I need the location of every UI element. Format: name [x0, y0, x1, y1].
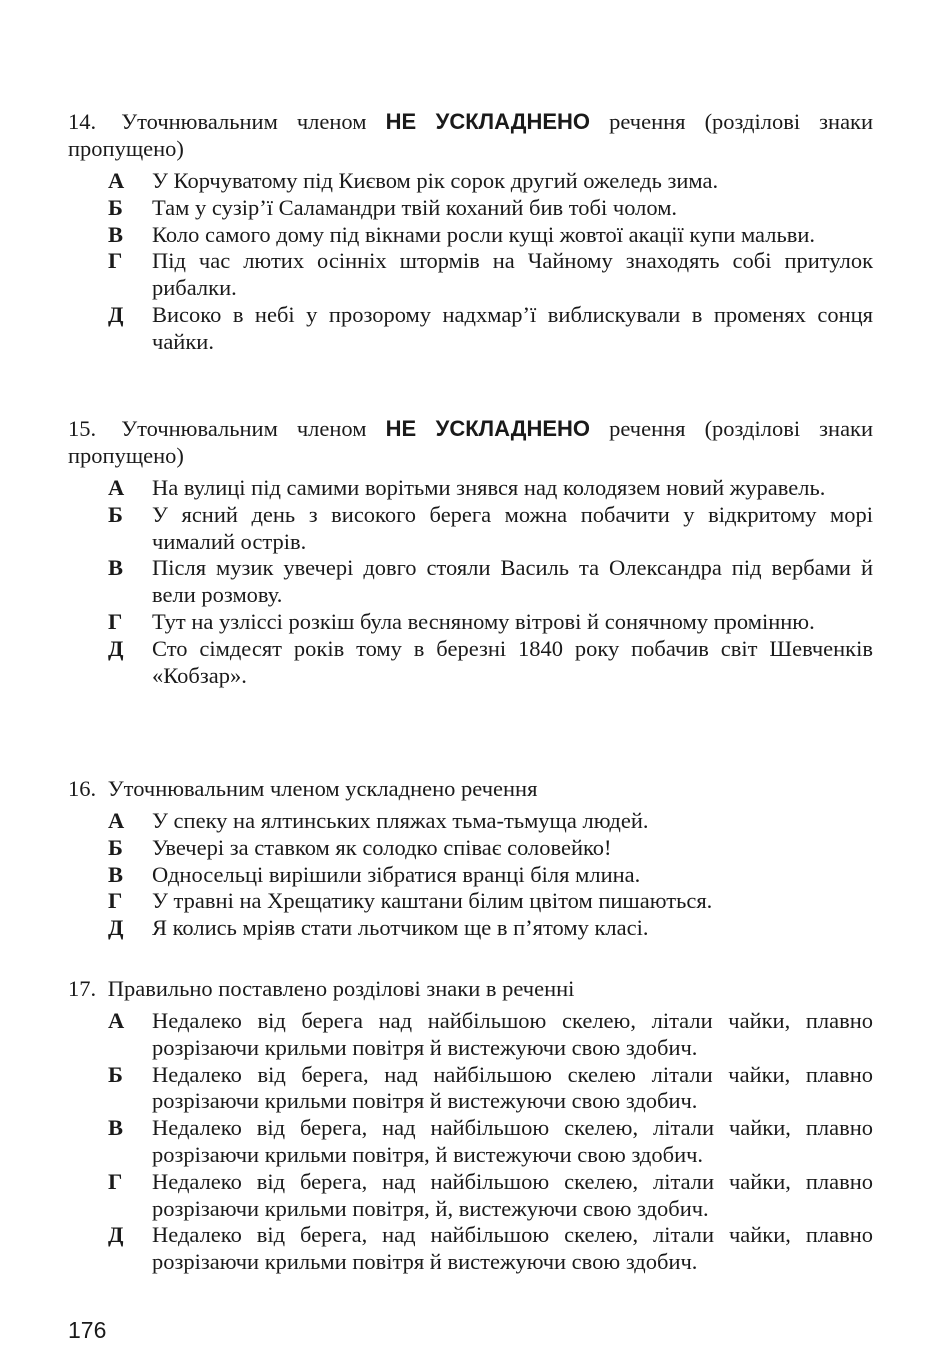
- option-letter: В: [108, 861, 124, 887]
- answer-options: [68, 168, 873, 356]
- question-header: [68, 975, 873, 1002]
- answer-option: [68, 502, 873, 556]
- option-text: Коло самого дому під вікнами росли кущі жовтої акації купи мальви.: [152, 221, 816, 247]
- option-text: Під час лютих осінніх штормів на Чайному знаходять собі притулок рибалки.: [152, 248, 873, 301]
- answer-options: [68, 1008, 873, 1276]
- answer-option: [68, 555, 873, 609]
- option-text: Недалеко від берега над найбільшою скелею, літали чайки, плавно розрізаючи крильми повітря й вистежуючи свою здобич.: [152, 1008, 873, 1060]
- question-header: [68, 108, 873, 162]
- question-prefix: Правильно поставлено розділові знаки в реченні: [107, 976, 575, 1001]
- answer-option: [68, 1062, 873, 1116]
- option-text: У травні на Хрещатику каштани білим цвітом пишаються.: [152, 888, 713, 914]
- answer-option: [68, 636, 873, 690]
- answer-options: [68, 808, 873, 942]
- option-letter: Д: [108, 301, 124, 327]
- question-number: 17.: [68, 976, 97, 1001]
- option-letter: А: [108, 808, 125, 833]
- option-letter: Г: [108, 888, 123, 914]
- question-14: [68, 108, 873, 356]
- option-letter: Г: [108, 1168, 123, 1194]
- answer-option: [68, 475, 873, 502]
- option-letter: В: [108, 221, 124, 247]
- question-prefix: Уточнювальним членом: [121, 109, 367, 134]
- option-letter: Г: [108, 608, 123, 634]
- answer-option: [68, 1115, 873, 1169]
- option-letter: А: [108, 475, 125, 500]
- option-text: Недалеко від берега, над найбільшою скелею, літали чайки, плавно розрізаючи крильми повітря й вистежуючи свою здобич.: [152, 1222, 873, 1275]
- question-suffix: речення (розділові знаки пропущено): [68, 416, 874, 468]
- answer-option: [68, 835, 873, 862]
- option-text: У ясний день з високого берега можна побачити у відкритому морі чималий острів.: [152, 501, 873, 554]
- option-letter: А: [108, 168, 125, 193]
- question-17: [68, 975, 873, 1276]
- question-emphasis: НЕ УСКЛАДНЕНО: [385, 109, 591, 134]
- answer-option: [68, 1222, 873, 1276]
- option-letter: Б: [108, 194, 123, 220]
- answer-option: [68, 222, 873, 249]
- option-letter: Д: [108, 635, 124, 661]
- answer-option: [68, 915, 873, 942]
- option-letter: Д: [108, 915, 124, 941]
- answer-option: [68, 195, 873, 222]
- option-text: Високо в небі у прозорому надхмар’ї виблискували в променях сонця чайки.: [152, 301, 873, 354]
- answer-option: [68, 1169, 873, 1223]
- option-text: Тут на узліссі розкіш була весняному вітрові й сонячному промінню.: [152, 608, 815, 634]
- option-text: Недалеко від берега, над найбільшою скелею літали чайки, плавно розрізаючи крильми повітря й вистежуючи свою здобич.: [152, 1061, 873, 1114]
- answer-option: [68, 168, 873, 195]
- answer-option: [68, 609, 873, 636]
- option-text: Односельці вирішили зібратися вранці біля млина.: [152, 861, 641, 887]
- option-text: Сто сімдесят років тому в березні 1840 року побачив світ Шевченків «Кобзар».: [152, 635, 873, 688]
- answer-option: [68, 862, 873, 889]
- option-letter: Б: [108, 1061, 123, 1087]
- question-header: [68, 775, 873, 802]
- question-prefix: Уточнювальним членом ускладнено речення: [107, 776, 538, 801]
- question-number: 14.: [68, 109, 97, 134]
- option-letter: А: [108, 1008, 125, 1033]
- option-text: Я колись мріяв стати льотчиком ще в п’ятому класі.: [152, 915, 649, 941]
- option-letter: В: [108, 1115, 124, 1141]
- question-16: [68, 775, 873, 942]
- answer-option: [68, 248, 873, 302]
- option-text: Там у сузір’ї Саламандри твій коханий бив тобі чолом.: [152, 194, 678, 220]
- option-text: На вулиці під самими ворітьми знявся над колодязем новий журавель.: [152, 475, 826, 500]
- option-text: У спеку на ялтинських пляжах тьма-тьмуща людей.: [152, 808, 649, 833]
- question-15: [68, 415, 873, 689]
- question-prefix: Уточнювальним членом: [121, 416, 367, 441]
- question-emphasis: НЕ УСКЛАДНЕНО: [385, 416, 591, 441]
- question-number: 16.: [68, 776, 97, 801]
- option-text: Увечері за ставком як солодко співає соловейко!: [152, 834, 612, 860]
- option-letter: Б: [108, 834, 123, 860]
- answer-options: [68, 475, 873, 689]
- answer-option: [68, 302, 873, 356]
- question-number: 15.: [68, 416, 97, 441]
- answer-option: [68, 1008, 873, 1062]
- option-letter: В: [108, 555, 124, 581]
- question-suffix: речення (розділові знаки пропущено): [68, 109, 874, 161]
- option-text: Недалеко від берега, над найбільшою скелею, літали чайки, плавно розрізаючи крильми повітря, й, вистежуючи свою здобич.: [152, 1168, 873, 1221]
- option-letter: Д: [108, 1222, 124, 1248]
- answer-option: [68, 808, 873, 835]
- page-number: 176: [68, 1317, 107, 1343]
- option-letter: Б: [108, 501, 123, 527]
- answer-option: [68, 888, 873, 915]
- option-text: Недалеко від берега, над найбільшою скелею, літали чайки, плавно розрізаючи крильми повітря, й вистежуючи свою здобич.: [152, 1115, 873, 1167]
- option-letter: Г: [108, 248, 123, 274]
- option-text: У Корчуватому під Києвом рік сорок другий ожеледь зима.: [152, 168, 719, 193]
- question-header: [68, 415, 873, 469]
- option-text: Після музик увечері довго стояли Василь та Олександра під вербами й вели розмову.: [152, 555, 873, 608]
